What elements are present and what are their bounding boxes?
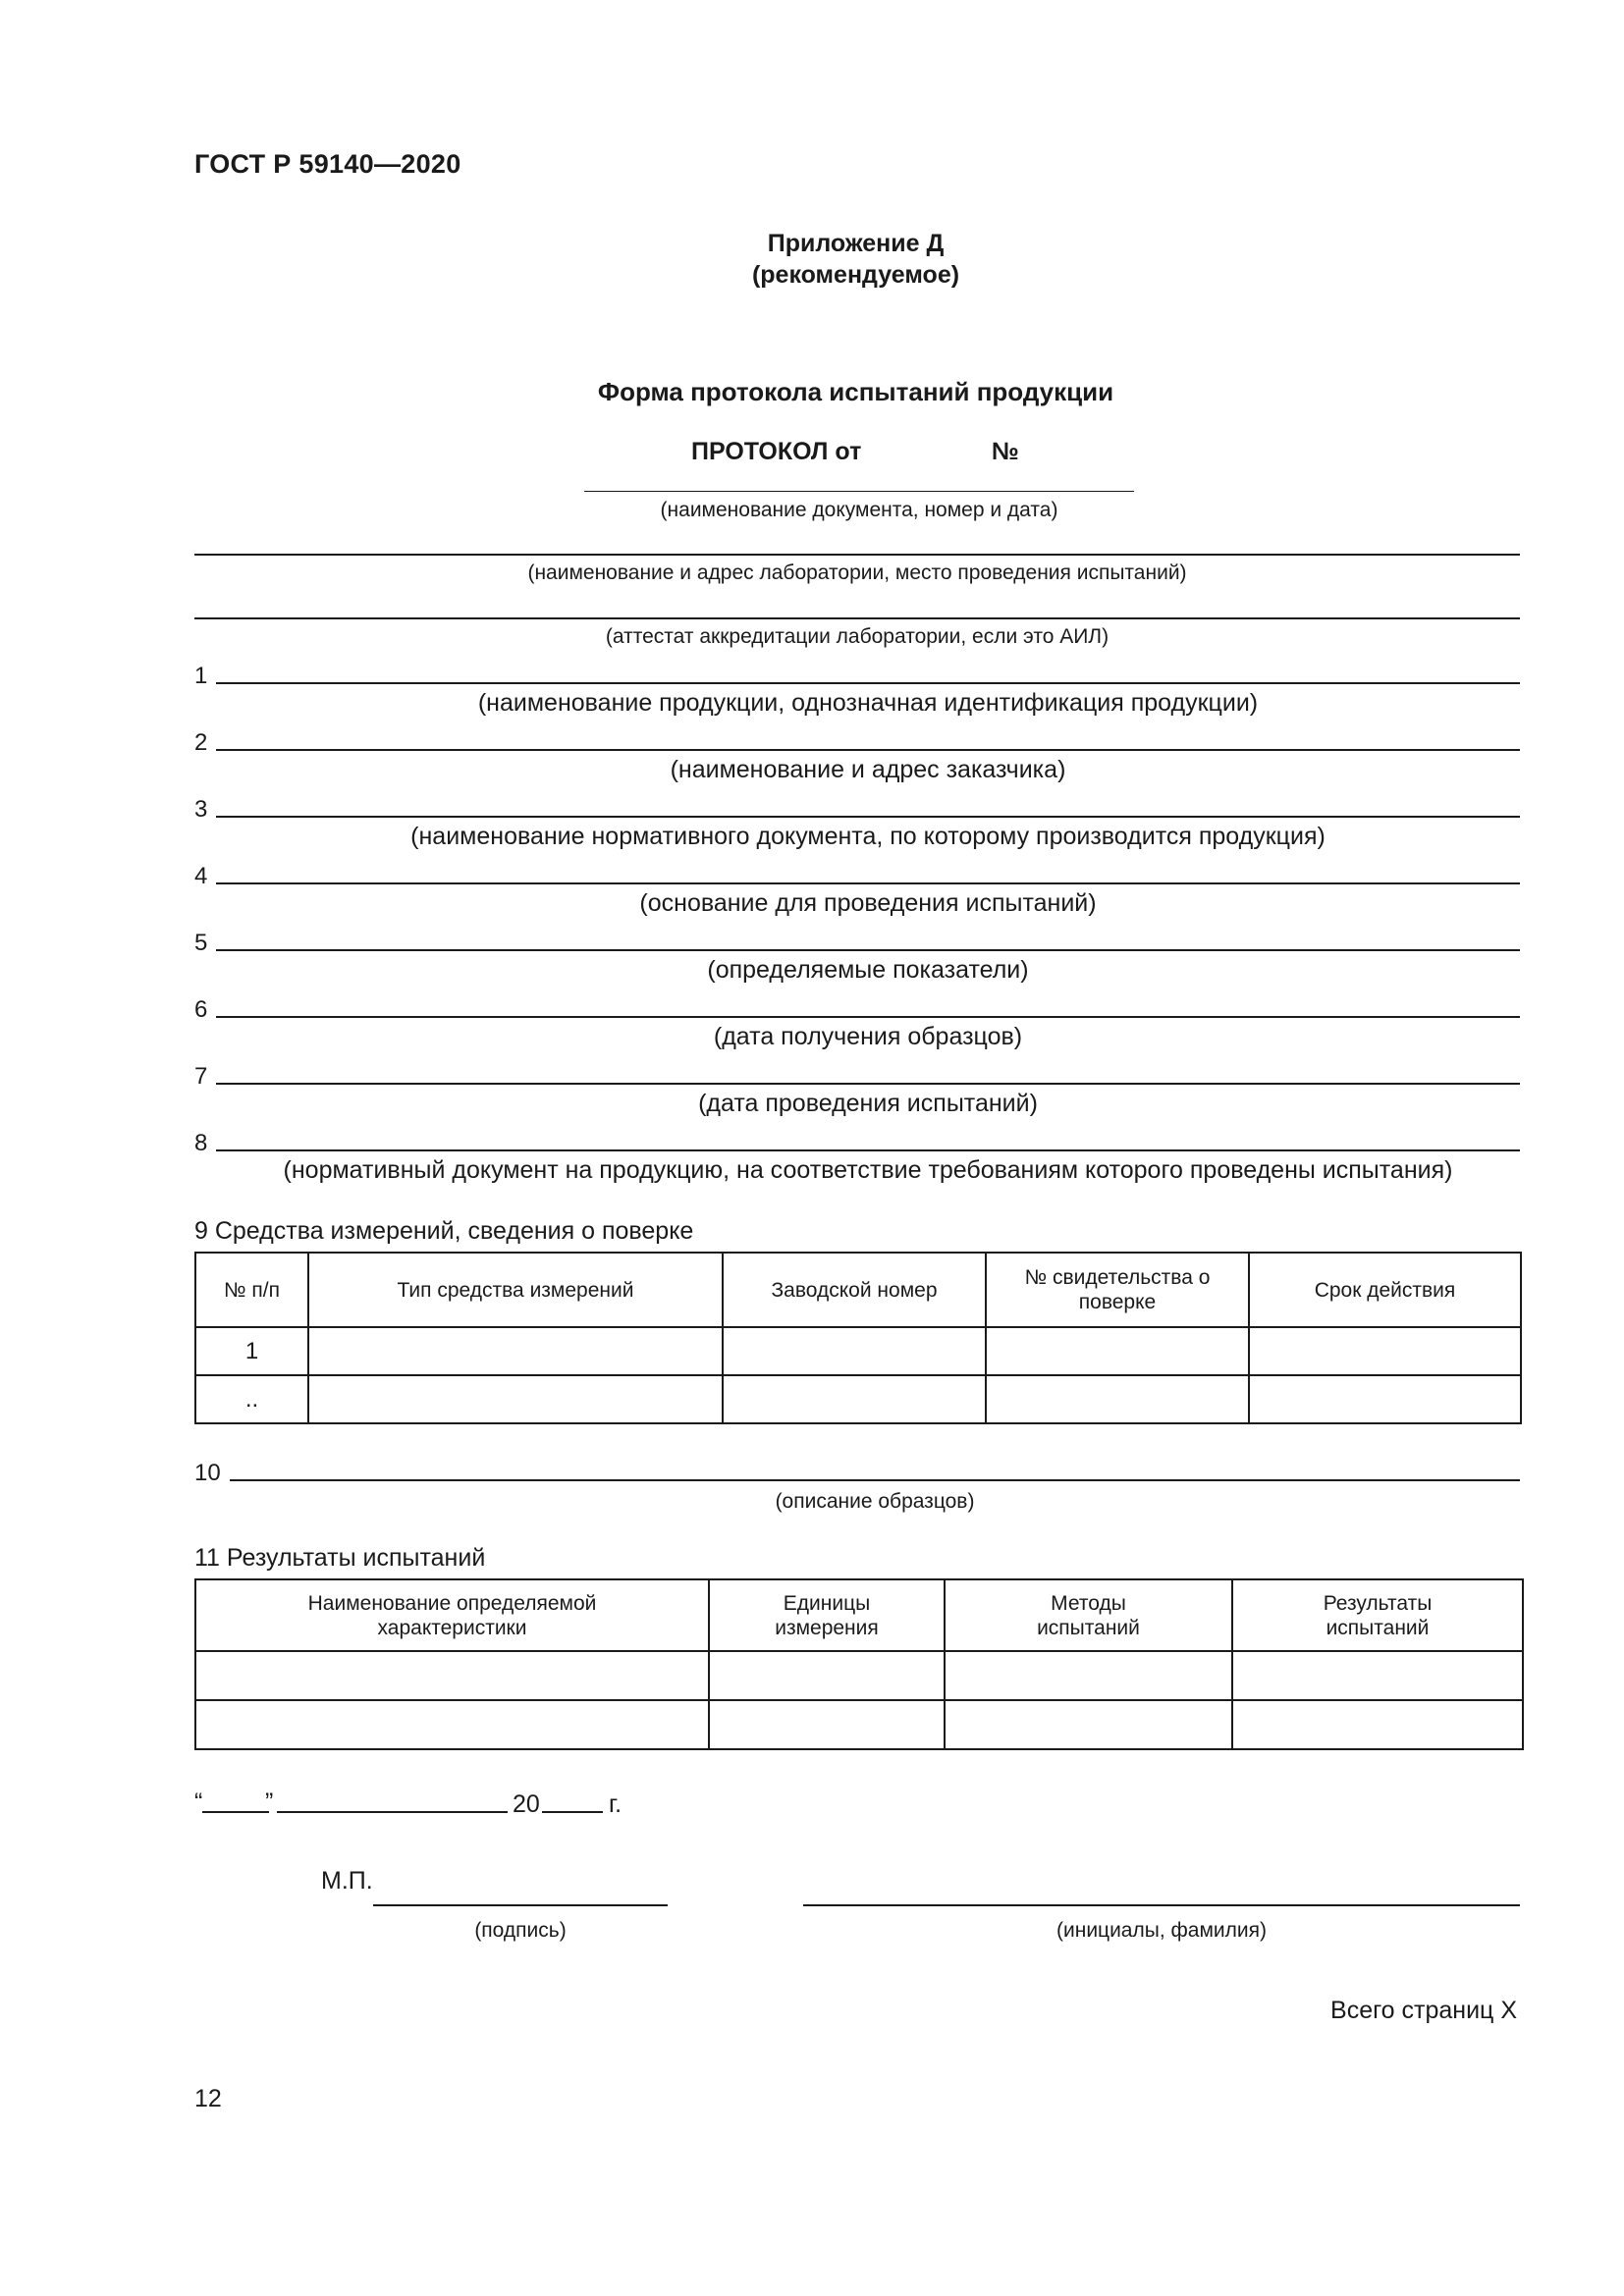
- protocol-number-sign: №: [992, 438, 1019, 465]
- column-header: Методы испытаний: [945, 1579, 1232, 1651]
- form-title: Форма протокола испытаний продукции: [597, 377, 1114, 406]
- table-cell: [1249, 1375, 1521, 1423]
- accreditation-caption: (аттестат аккредитации лаборатории, если это АИЛ): [605, 625, 1110, 648]
- total-pages: Всего страниц X: [1330, 1997, 1517, 2024]
- name-caption: (инициалы, фамилия): [1056, 1919, 1267, 1942]
- name-line: [803, 1904, 1520, 1906]
- field-caption: (наименование и адрес заказчика): [670, 756, 1066, 783]
- table-cell: [986, 1327, 1249, 1375]
- standard-code: ГОСТ Р 59140—2020: [194, 149, 461, 179]
- table-header-row: [195, 1253, 1521, 1327]
- column-header: Наименование определяемой характеристики: [195, 1579, 709, 1651]
- lab-line: [194, 554, 1520, 556]
- table-cell: [709, 1651, 945, 1700]
- field-number: 5: [194, 930, 208, 956]
- field-number: 4: [194, 863, 208, 889]
- field-line: [216, 949, 1520, 951]
- lab-caption: (наименование и адрес лаборатории, место проведения испытаний): [527, 561, 1187, 584]
- table-row: [195, 1700, 1523, 1749]
- date-close-quote: ”: [265, 1789, 274, 1816]
- field-line: [216, 882, 1520, 884]
- table-cell: [195, 1700, 709, 1749]
- signature-line: [373, 1904, 668, 1906]
- table-row: [195, 1327, 1521, 1375]
- table-cell: [1232, 1651, 1523, 1700]
- column-header: Результаты испытаний: [1232, 1579, 1523, 1651]
- column-header: Срок действия: [1249, 1253, 1521, 1327]
- field-line: [216, 1083, 1520, 1085]
- field-caption: (наименование нормативного документа, по которому производится продукция): [410, 823, 1326, 850]
- table-cell: ..: [195, 1375, 308, 1423]
- protocol-label: ПРОТОКОЛ от: [691, 438, 862, 465]
- table-cell: [723, 1327, 986, 1375]
- date-month-line: [277, 1811, 508, 1813]
- column-header: № свидетельства о поверке: [986, 1253, 1249, 1327]
- field-number: 8: [194, 1130, 208, 1156]
- column-header: Заводской номер: [723, 1253, 986, 1327]
- field-caption: (дата проведения испытаний): [698, 1090, 1038, 1117]
- samples-caption: (описание образцов): [775, 1490, 975, 1513]
- field-caption: (наименование продукции, однозначная идентификация продукции): [477, 689, 1259, 717]
- table-cell: [1232, 1700, 1523, 1749]
- field-caption: (нормативный документ на продукцию, на соответствие требованиям которого проведены испытания): [283, 1156, 1453, 1184]
- column-header: Тип средства измерений: [308, 1253, 723, 1327]
- date-year-suffix: г.: [609, 1790, 623, 1818]
- field-line: [216, 682, 1520, 684]
- table-cell: [986, 1375, 1249, 1423]
- field-number: 2: [194, 729, 208, 756]
- table-cell: [723, 1375, 986, 1423]
- accreditation-line: [194, 617, 1520, 619]
- table-cell: [1249, 1327, 1521, 1375]
- field-caption: (дата получения образцов): [713, 1023, 1023, 1050]
- appendix-status: (рекомендуемое): [751, 261, 960, 289]
- table-cell: [195, 1651, 709, 1700]
- table-cell: [709, 1700, 945, 1749]
- field-number: 7: [194, 1063, 208, 1090]
- field-number: 1: [194, 663, 208, 689]
- table-cell: [945, 1651, 1232, 1700]
- table-header-row: [195, 1579, 1523, 1651]
- instruments-title: 9 Средства измерений, сведения о поверке: [194, 1217, 694, 1245]
- date-open-quote: “: [194, 1789, 203, 1816]
- field-line: [216, 1016, 1520, 1018]
- field-line: [216, 816, 1520, 818]
- field-number: 3: [194, 796, 208, 823]
- results-title: 11 Результаты испытаний: [194, 1544, 486, 1572]
- field-number: 10: [194, 1460, 221, 1486]
- results-table: [194, 1578, 1524, 1750]
- table-cell: 1: [195, 1327, 308, 1375]
- doc-name-line: [584, 491, 1134, 492]
- doc-caption: (наименование документа, номер и дата): [660, 499, 1058, 521]
- page-number: 12: [194, 2085, 222, 2112]
- table-row: [195, 1375, 1521, 1423]
- table-cell: [945, 1700, 1232, 1749]
- field-line: [216, 749, 1520, 751]
- field-number: 6: [194, 996, 208, 1023]
- date-year-line: [542, 1811, 603, 1813]
- column-header: Единицы измерения: [709, 1579, 945, 1651]
- field-line: [216, 1149, 1520, 1151]
- table-row: [195, 1651, 1523, 1700]
- column-header: № п/п: [195, 1253, 308, 1327]
- date-year-prefix: 20: [513, 1790, 540, 1818]
- field-caption: (основание для проведения испытаний): [639, 889, 1097, 917]
- table-cell: [308, 1327, 723, 1375]
- date-day-line: [202, 1811, 269, 1813]
- field-caption: (определяемые показатели): [707, 956, 1029, 984]
- instruments-table: [194, 1252, 1522, 1424]
- samples-line: [230, 1479, 1520, 1481]
- table-cell: [308, 1375, 723, 1423]
- appendix-title: Приложение Д: [767, 230, 945, 257]
- signature-caption: (подпись): [474, 1919, 567, 1942]
- stamp-label: М.П.: [321, 1867, 373, 1895]
- appendix-heading: [0, 228, 1624, 291]
